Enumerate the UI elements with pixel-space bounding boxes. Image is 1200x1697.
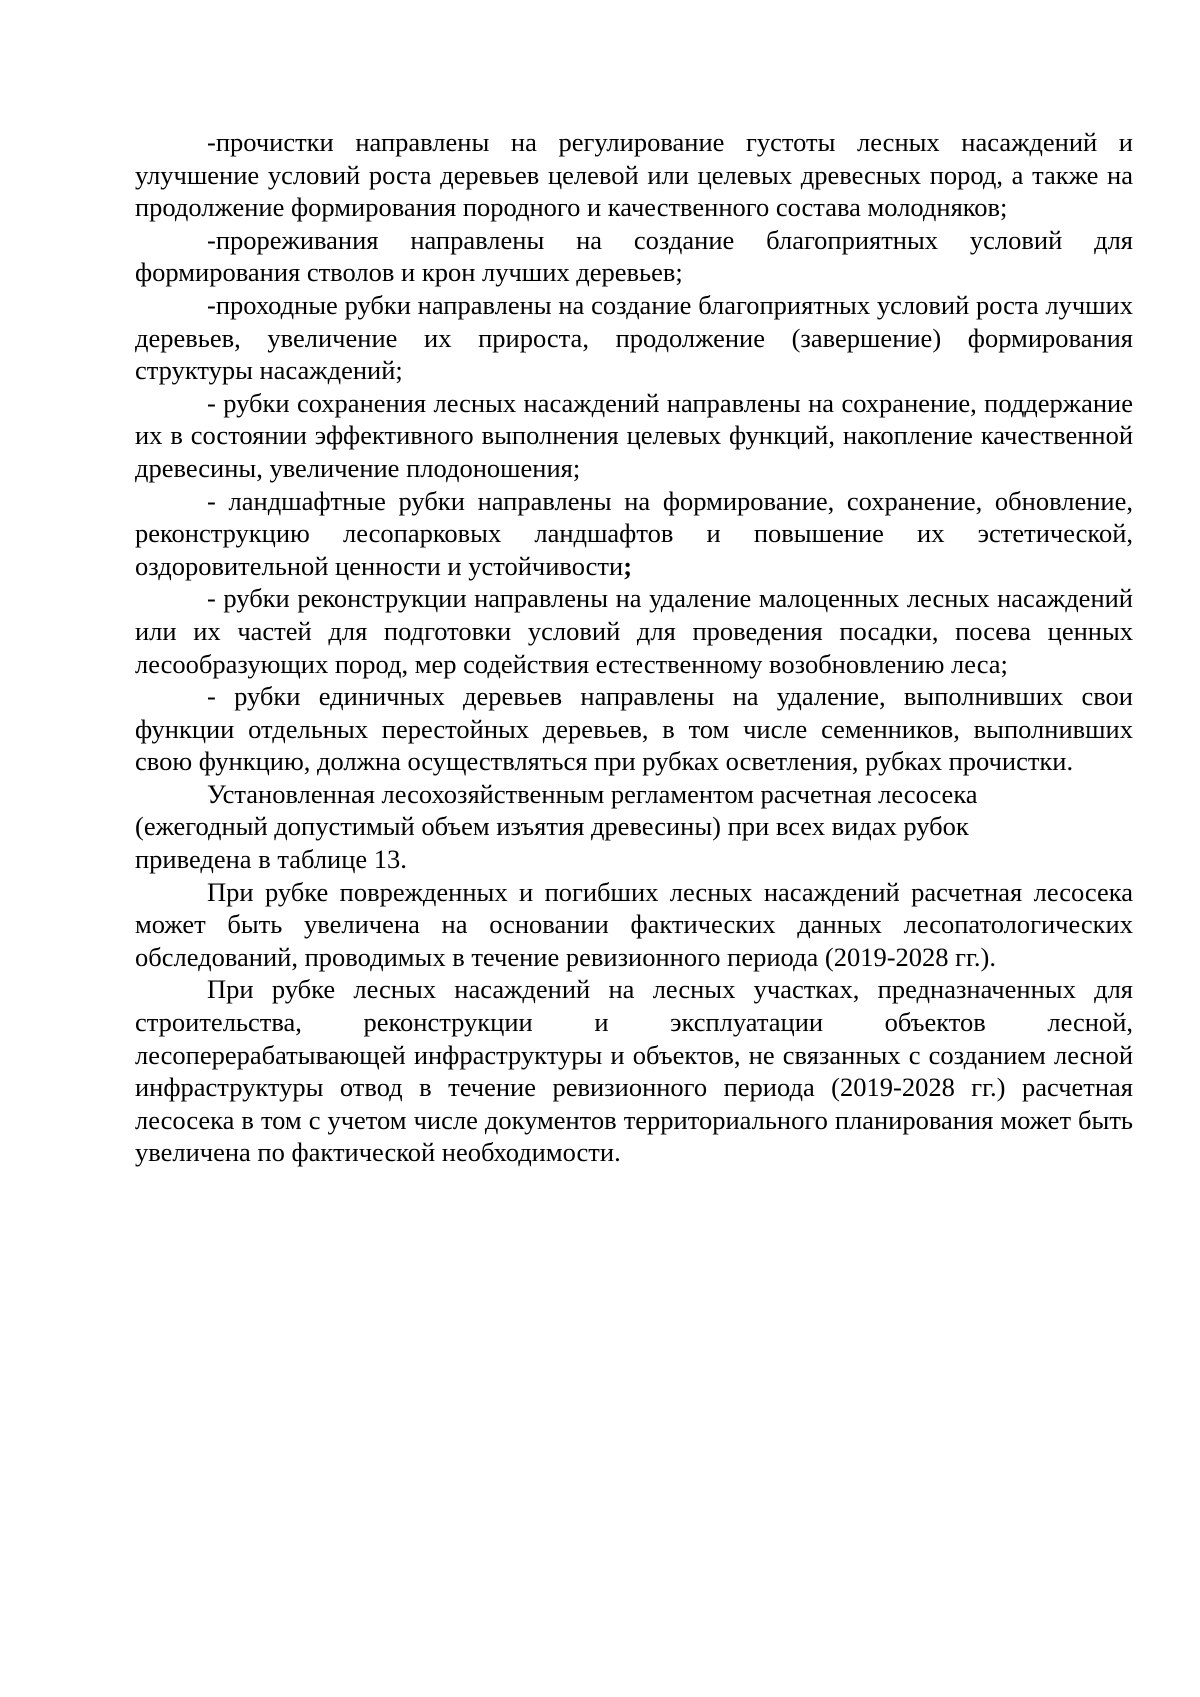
paragraph-landscape-cuttings [135, 485, 1133, 583]
paragraph-landscape-cuttings-tail: ; [623, 550, 633, 581]
paragraph-passage-cuttings: -проходные рубки направлены на создание благоприятных условий роста лучших деревьев, увеличение их прироста, продолжение (завершение) формирования структуры насаждений; [135, 289, 1133, 386]
paragraph-thinning-rarefying: -прореживания направлены на создание благоприятных условий для формирования стволов и крон лучших деревьев; [135, 224, 1133, 288]
paragraph-thinning-cleaning: -прочистки направлены на регулирование густоты лесных насаждений и улучшение условий роста деревьев целевой или целевых древесных пород, а также на продолжение формирования породного и качественного состава молодняков; [135, 127, 1133, 223]
paragraph-preservation-cuttings: - рубки сохранения лесных насаждений направлены на сохранение, поддержание их в состоянии эффективного выполнения целевых функций, накопление качественной древесины, увеличение плодоношения; [135, 387, 1133, 483]
paragraph-single-tree-cuttings: - рубки единичных деревьев направлены на удаление, выполнивших свои функции отдельных перестойных деревьев, в том числе семенников, выполнивших свою функцию, должна осуществляться при рубках осветления, рубках прочистки. [135, 681, 1133, 777]
paragraph-infrastructure: При рубке лесных насаждений на лесных участках, предназначенных для строительства, реконструкции и эксплуатации объектов лесной, лесоперерабатывающей инфраструктуры и объектов, не связанных с созданием лесной инфраструктуры отвод в течение ревизионного периода (2019-2028 гг.) расчетная лесосека в том с учетом числе документов территориального планирования может быть увеличена по фактической необходимости. [135, 974, 1133, 1168]
paragraph-reconstruction-cuttings: - рубки реконструкции направлены на удаление малоценных лесных насаждений или их частей для подготовки условий для проведения посадки, посева ценных лесообразующих пород, мер содействия естественному возобновлению леса; [135, 583, 1133, 679]
paragraph-damaged-stands: При рубке поврежденных и погибших лесных насаждений расчетная лесосека может быть увеличена на основании фактических данных лесопатологических обследований, проводимых в течение ревизионного периода (2019-2028 гг.). [135, 876, 1133, 972]
paragraph-allowable-cut: Установленная лесохозяйственным регламентом расчетная лесосека (ежегодный допустимый объем изъятия древесины) при всех видах рубок приведена в таблице 13. [135, 778, 978, 875]
paragraph-landscape-cuttings-text: - ландшафтные рубки направлены на формирование, сохранение, обновление, реконструкцию лесопарковых ландшафтов и повышение их эстетической, оздоровительной ценности и устойчивости [135, 485, 1133, 581]
document-body [135, 126, 1133, 1169]
